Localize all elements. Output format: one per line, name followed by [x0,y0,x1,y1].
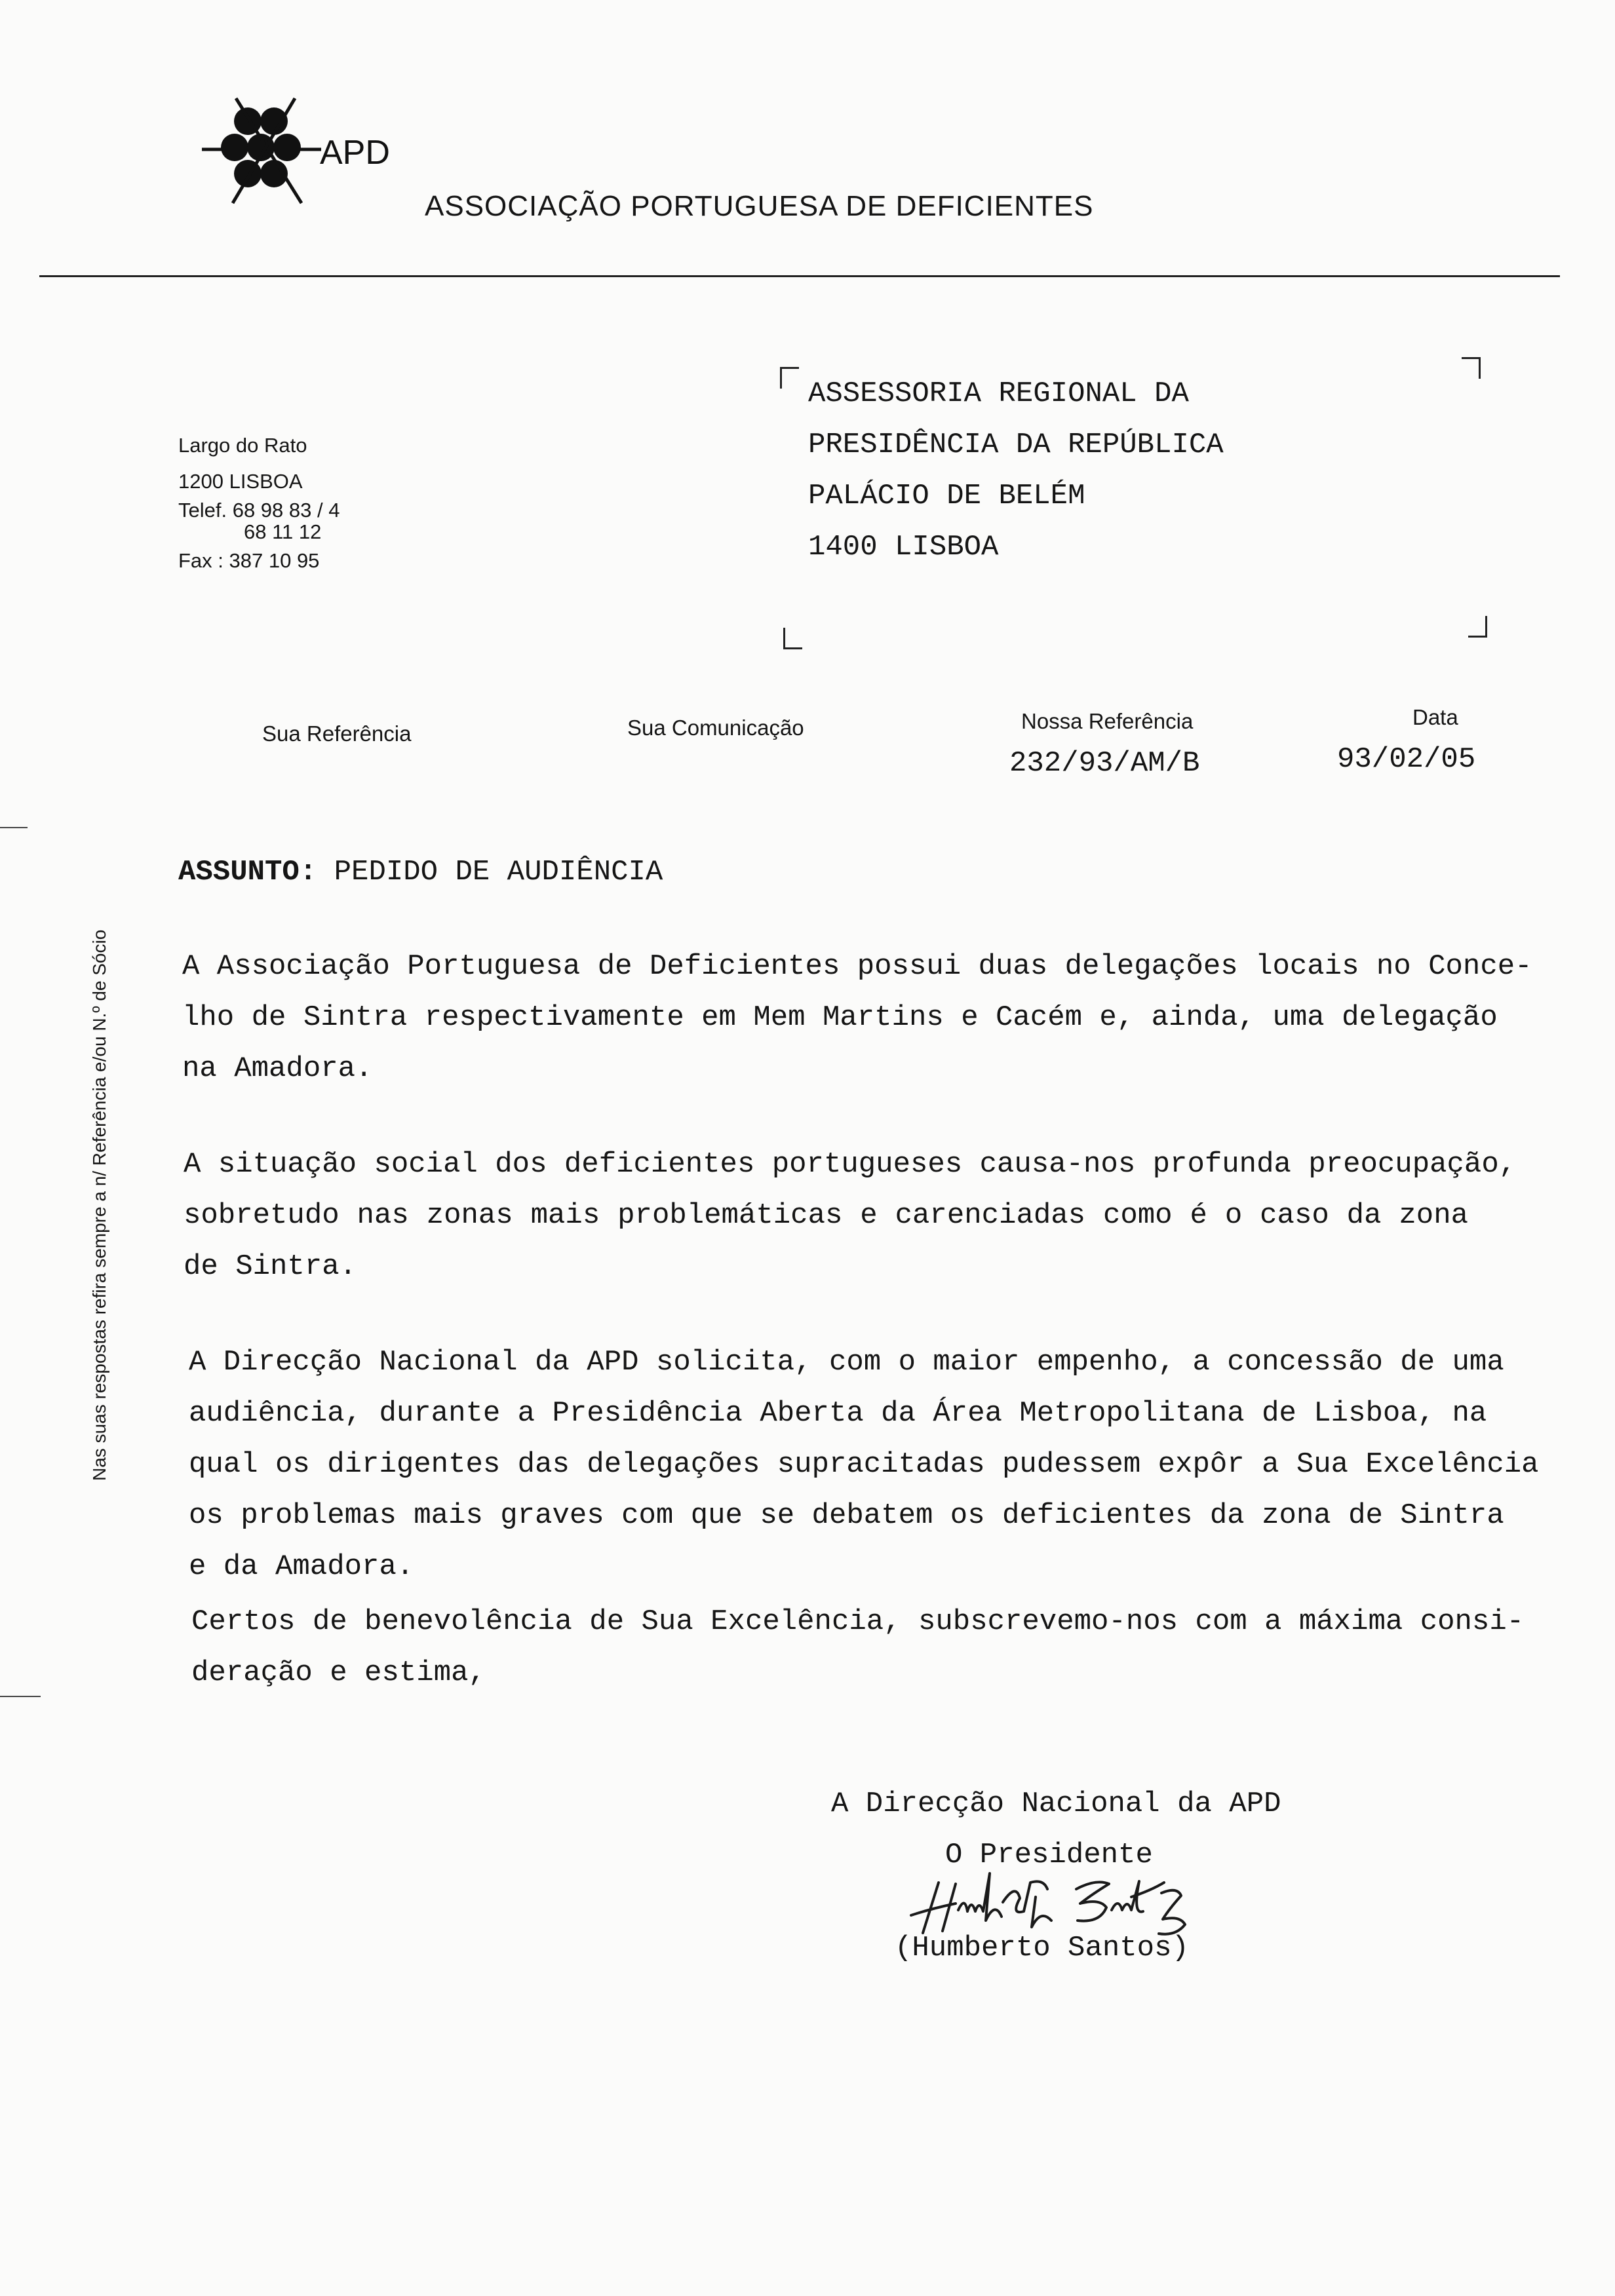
recipient-line: ASSESSORIA REGIONAL DA [808,377,1189,410]
sender-phone-2: 68 11 12 [244,520,322,543]
subject-label: ASSUNTO: [178,856,317,889]
body-paragraph-4 [191,1596,1525,1698]
recipient-line: PALÁCIO DE BELÉM [808,480,1085,512]
body-line: na Amadora. [182,1052,373,1085]
recipient-address [808,368,1224,573]
signatory-name: (Humberto Santos) [895,1932,1189,1964]
body-line: de Sintra. [184,1250,357,1283]
body-line: A Associação Portuguesa de Deficientes possui duas delegações locais no Conce- [182,950,1532,983]
subject-text: PEDIDO DE AUDIÊNCIA [334,856,663,889]
body-line: deração e estima, [191,1656,486,1689]
sender-street: Largo do Rato [178,434,307,457]
address-corner-mark [783,628,802,649]
body-line: e da Amadora. [189,1550,414,1583]
body-line: os problemas mais graves com que se debatem os deficientes da zona de Sintra [189,1499,1504,1532]
sender-fax: Fax : 387 10 95 [178,549,320,572]
fold-mark [0,1696,41,1697]
body-paragraph-1 [182,941,1532,1094]
nossa-referencia-label: Nossa Referência [1021,709,1194,733]
body-line: audiência, durante a Presidência Aberta da Área Metropolitana de Lisboa, na [189,1397,1487,1430]
recipient-line: 1400 LISBOA [808,531,999,564]
header-rule [39,275,1560,277]
logo-text: APD [320,134,390,172]
fold-mark [0,827,28,828]
sender-address [178,427,340,579]
closing-line-1: A Direcção Nacional da APD [831,1788,1281,1820]
sua-comunicacao-label: Sua Comunicação [627,716,804,740]
closing-line-2: O Presidente [945,1839,1153,1871]
data-label: Data [1412,705,1458,729]
sender-city: 1200 LISBOA [178,470,303,493]
body-line: Certos de benevolência de Sua Excelência, subscrevemo-nos com a máxima consi- [191,1605,1525,1638]
address-corner-mark [780,367,799,389]
body-line: lho de Sintra respectivamente em Mem Martins e Cacém e, ainda, uma delegação [182,1001,1498,1034]
subject-line [178,856,663,889]
recipient-line: PRESIDÊNCIA DA REPÚBLICA [808,429,1224,461]
body-paragraph-3 [189,1337,1539,1592]
address-corner-mark [1462,357,1481,379]
side-note: Nas suas respostas refira sempre a n/ Referência e/ou N.º de Sócio [89,929,109,1481]
sender-phone-1: Telef. 68 98 83 / 4 [178,499,340,522]
sua-referencia-label: Sua Referência [262,721,412,746]
address-corner-mark [1468,616,1487,638]
date-value: 93/02/05 [1337,743,1476,776]
nossa-referencia-value: 232/93/AM/B [1009,747,1200,780]
apd-logo [197,92,413,210]
body-line: sobretudo nas zonas mais problemáticas e carenciadas como é o caso da zona [184,1199,1468,1232]
body-line: A Direcção Nacional da APD solicita, com o maior empenho, a concessão de uma [189,1346,1504,1379]
body-line: qual os dirigentes das delegações supracitadas pudessem expôr a Sua Excelência [189,1448,1539,1481]
body-paragraph-2 [184,1139,1517,1292]
body-line: A situação social dos deficientes portugueses causa-nos profunda preocupação, [184,1148,1517,1181]
organization-name: ASSOCIAÇÃO PORTUGUESA DE DEFICIENTES [425,190,1094,222]
